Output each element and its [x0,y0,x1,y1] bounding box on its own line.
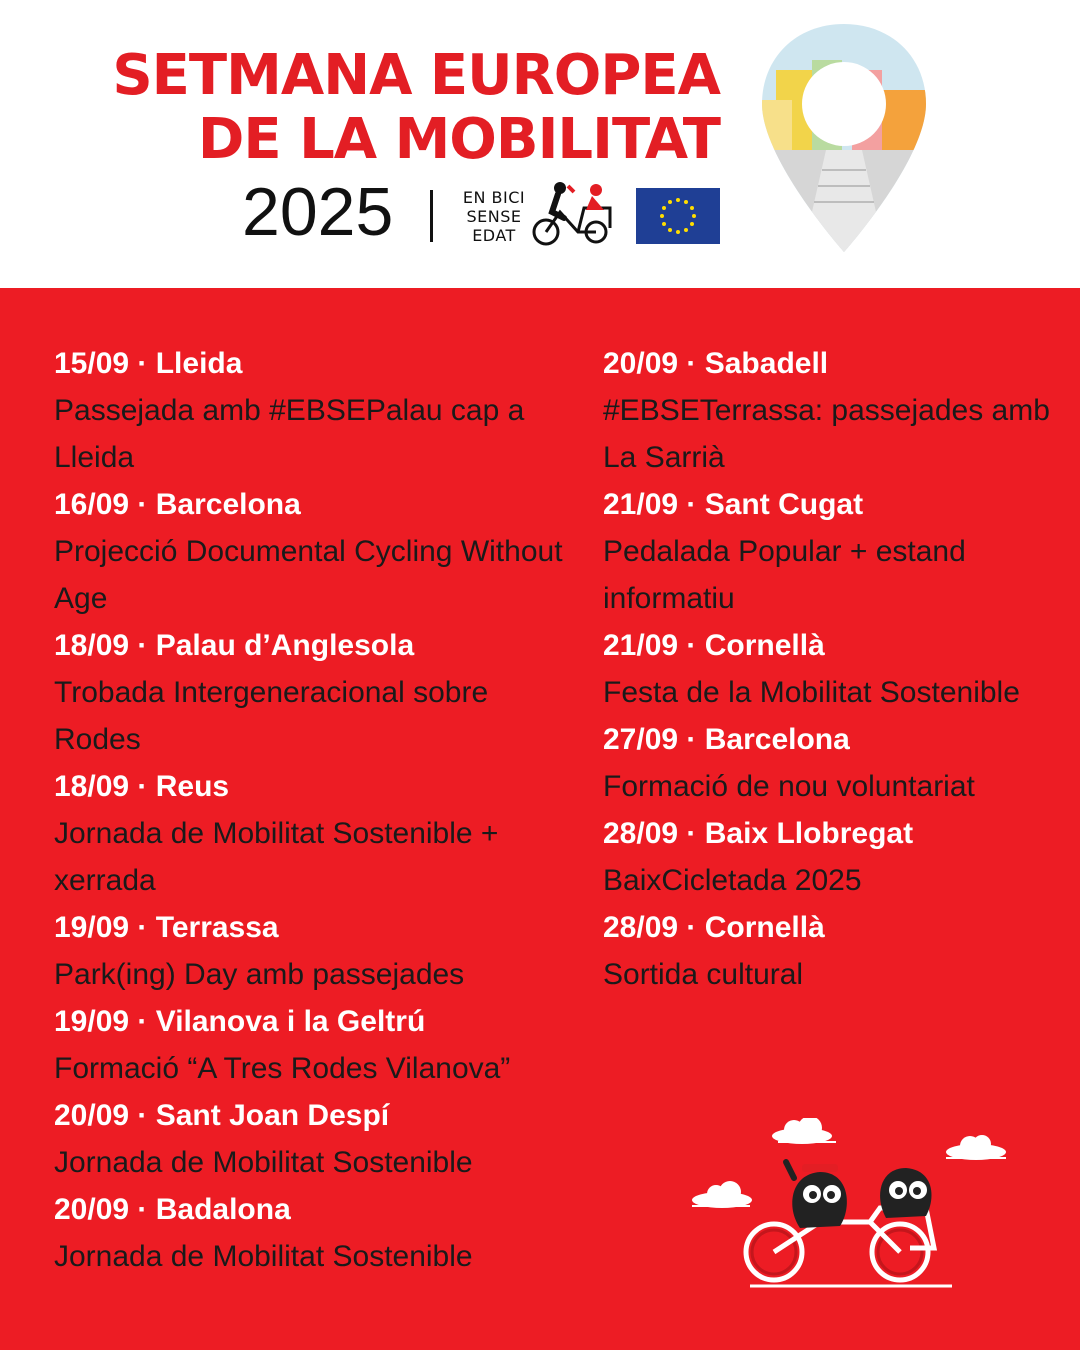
event-item [603,716,1073,810]
rider-character [786,1162,847,1228]
event-date: 21/09 · Sant Cugat [603,488,864,521]
events-column-right [603,340,1073,998]
event-description: Festa de la Mobilitat Sostenible [603,676,1020,709]
event-item [54,340,564,481]
event-item [54,998,564,1092]
event-description: Passejada amb #EBSEPalau cap a Lleida [54,394,525,474]
header-divider [430,190,433,242]
partner-logo-line: SENSE [466,207,522,226]
event-item [54,904,564,998]
title-line-2: DE LA MOBILITAT [197,107,720,172]
city-location-pin-icon [756,20,932,256]
event-date: 16/09 · Barcelona [54,488,301,521]
tandem-bike [746,1208,952,1286]
event-date: 18/09 · Reus [54,770,230,803]
event-description: Jornada de Mobilitat Sostenible [54,1146,473,1179]
event-date: 18/09 · Palau d’Anglesola [54,629,415,662]
event-description: Jornada de Mobilitat Sostenible + xerrada [54,817,499,897]
event-item [54,1092,564,1186]
event-date: 27/09 · Barcelona [603,723,850,756]
event-item [603,622,1073,716]
event-item [54,481,564,622]
partner-logo-text [458,188,530,245]
event-date: 20/09 · Sant Joan Despí [54,1099,390,1132]
cycling-without-age-logo-icon [530,178,618,248]
event-item [603,340,1073,481]
event-item [603,904,1073,998]
event-description: Formació de nou voluntariat [603,770,975,803]
event-date: 19/09 · Terrassa [54,911,279,944]
event-description: #EBSETerrassa: passejades amb La Sarrià [603,394,1050,474]
event-description: Projecció Documental Cycling Without Age [54,535,563,615]
event-date: 15/09 · Lleida [54,347,243,380]
cloud-icon [692,1118,1006,1208]
event-description: Pedalada Popular + estand informatiu [603,535,966,615]
event-item [54,763,564,904]
event-description: Park(ing) Day amb passejades [54,958,465,991]
event-item [54,1186,564,1280]
title-line-1: SETMANA EUROPEA [112,43,720,108]
event-date: 20/09 · Badalona [54,1193,291,1226]
passenger-character [880,1168,931,1218]
tandem-bike-characters-icon [690,1118,1020,1298]
partner-logo-line: EN BICI [462,188,526,207]
event-date: 20/09 · Sabadell [603,347,829,380]
event-item [603,481,1073,622]
partner-logo-line: EDAT [472,226,516,245]
event-description: BaixCicletada 2025 [603,864,862,897]
year: 2025 [242,174,394,250]
event-item [54,622,564,763]
event-date: 19/09 · Vilanova i la Geltrú [54,1005,426,1038]
event-description: Trobada Intergeneracional sobre Rodes [54,676,489,756]
events-column-left [54,340,564,1280]
event-description: Jornada de Mobilitat Sostenible [54,1240,473,1273]
event-item [603,810,1073,904]
eu-flag-icon [636,188,720,244]
event-date: 21/09 · Cornellà [603,629,825,662]
event-date: 28/09 · Baix Llobregat [603,817,914,850]
event-date: 28/09 · Cornellà [603,911,825,944]
event-description: Formació “A Tres Rodes Vilanova” [54,1052,511,1085]
event-description: Sortida cultural [603,958,804,991]
header [0,0,1080,288]
